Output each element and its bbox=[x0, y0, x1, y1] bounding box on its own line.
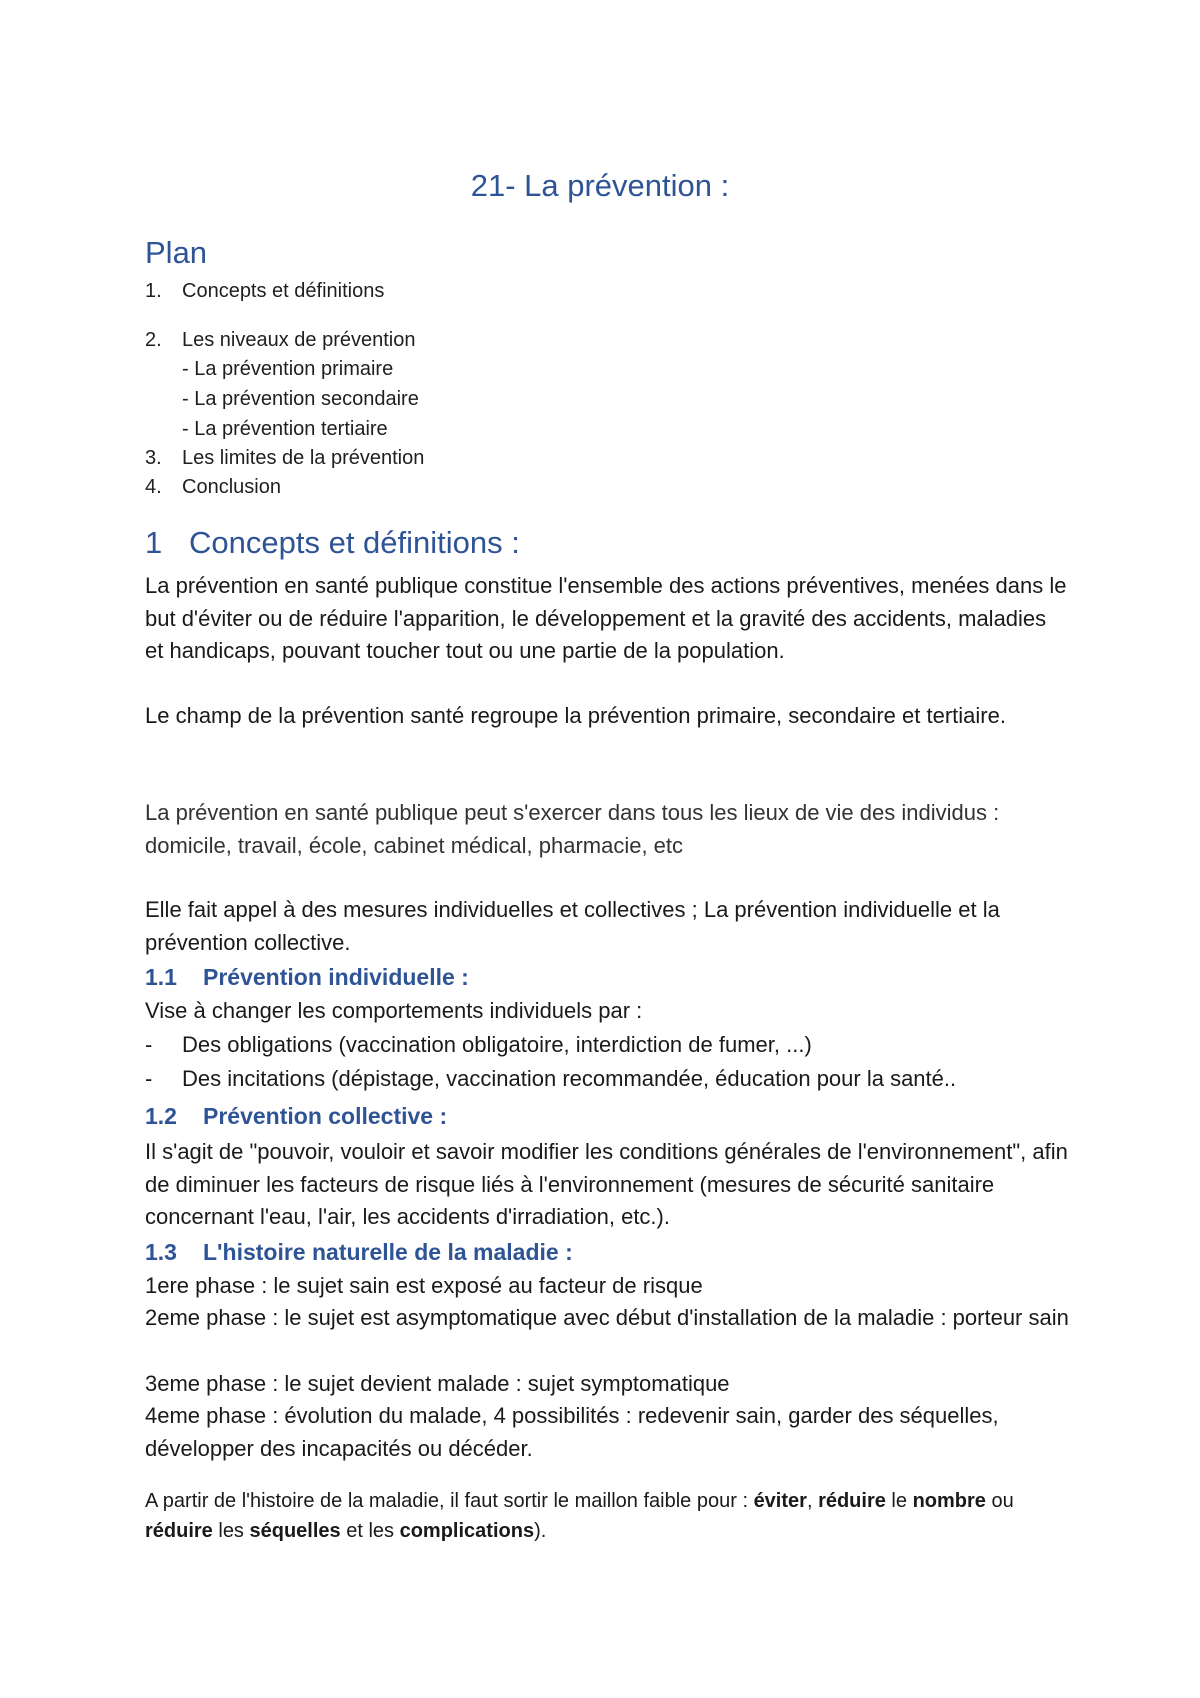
text-run: ). bbox=[534, 1520, 547, 1542]
text-run: , bbox=[806, 1490, 819, 1512]
subsection-heading bbox=[145, 1239, 573, 1266]
plan-item-label: Les niveaux de prévention bbox=[182, 329, 416, 351]
bold-text: séquelles bbox=[249, 1520, 341, 1542]
plan-heading: Plan bbox=[145, 235, 208, 270]
plan-item bbox=[145, 447, 424, 470]
paragraph: La prévention en santé publique constitue l'ensemble des actions préventives, menées dans le but d'éviter ou de réduire l'apparition, le développement et la gravité des accidents, maladies et handicaps, pouvant toucher tout ou une partie de la population. bbox=[145, 573, 1067, 663]
bold-text: éviter bbox=[753, 1490, 807, 1512]
phase-line: 1ere phase : le sujet sain est exposé au facteur de risque bbox=[145, 1273, 703, 1298]
plan-subitem: - La prévention primaire bbox=[182, 358, 394, 380]
plan-item bbox=[145, 476, 281, 499]
bullet-text: Des incitations (dépistage, vaccination recommandée, éducation pour la santé.. bbox=[182, 1066, 957, 1091]
subsection-number: 1.3 bbox=[145, 1239, 177, 1265]
plan-item-number: 3. bbox=[145, 447, 162, 469]
bold-text: nombre bbox=[912, 1490, 986, 1512]
text-run: A partir de l'histoire de la maladie, il faut sortir le maillon faible pour : bbox=[145, 1490, 754, 1512]
plan-item-number: 4. bbox=[145, 476, 162, 498]
bold-text: réduire bbox=[145, 1520, 213, 1542]
paragraph: Le champ de la prévention santé regroupe la prévention primaire, secondaire et tertiaire. bbox=[145, 703, 1006, 728]
section-title: Concepts et définitions : bbox=[189, 525, 520, 560]
text-run: le bbox=[885, 1490, 913, 1512]
plan-item-label: Conclusion bbox=[182, 476, 281, 498]
paragraph: Il s'agit de "pouvoir, vouloir et savoir modifier les conditions générales de l'environnement", afin de diminuer les facteurs de risque liés à l'environnement (mesures de sécurité sanitaire concernant l'eau, l'air, les accidents d'irradiation, etc.). bbox=[145, 1139, 1068, 1229]
section-heading bbox=[145, 525, 520, 561]
plan-item bbox=[145, 329, 416, 352]
plan-item-label: Les limites de la prévention bbox=[182, 447, 425, 469]
plan-subitem: - La prévention tertiaire bbox=[182, 418, 388, 440]
document-title: 21- La prévention : bbox=[470, 168, 730, 203]
bold-text: réduire bbox=[818, 1490, 886, 1512]
subsection-number: 1.1 bbox=[145, 964, 177, 990]
subsection-heading bbox=[145, 1103, 447, 1130]
subsection-heading bbox=[145, 964, 469, 991]
conclusion-paragraph bbox=[145, 1486, 1070, 1546]
subsection-title: Prévention individuelle : bbox=[203, 964, 469, 990]
phase-line: 4eme phase : évolution du malade, 4 possibilités : redevenir sain, garder des séquelles, développer des incapacités ou décéder. bbox=[145, 1403, 999, 1461]
text-run: et les bbox=[340, 1520, 400, 1542]
subsection-title: Prévention collective : bbox=[203, 1103, 448, 1129]
bold-text: complications bbox=[399, 1520, 535, 1542]
text-run: ou bbox=[985, 1490, 1014, 1512]
plan-item-number: 2. bbox=[145, 329, 162, 351]
bullet-item: - Des incitations (dépistage, vaccination recommandée, éducation pour la santé.. bbox=[145, 1066, 957, 1091]
bullet-text: Des obligations (vaccination obligatoire, interdiction de fumer, ...) bbox=[182, 1032, 812, 1057]
text-run: les bbox=[212, 1520, 250, 1542]
section-number: 1 bbox=[145, 525, 163, 560]
phase-line: 2eme phase : le sujet est asymptomatique avec début d'installation de la maladie : porteur sain bbox=[145, 1305, 1069, 1330]
bullet-item: - Des obligations (vaccination obligatoire, interdiction de fumer, ...) bbox=[145, 1032, 812, 1057]
plan-item bbox=[145, 280, 384, 303]
plan-subitem: - La prévention secondaire bbox=[182, 388, 419, 410]
phase-line: 3eme phase : le sujet devient malade : sujet symptomatique bbox=[145, 1371, 730, 1396]
subsection-number: 1.2 bbox=[145, 1103, 177, 1129]
paragraph: Elle fait appel à des mesures individuelles et collectives ; La prévention individuelle et la prévention collective. bbox=[145, 897, 1000, 955]
subsection-title: L'histoire naturelle de la maladie : bbox=[203, 1239, 573, 1265]
subsection-intro: Vise à changer les comportements individuels par : bbox=[145, 998, 643, 1023]
plan-item-label: Concepts et définitions bbox=[182, 280, 385, 302]
plan-item-number: 1. bbox=[145, 280, 162, 302]
paragraph: La prévention en santé publique peut s'exercer dans tous les lieux de vie des individus : domicile, travail, école, cabinet médical, pharmacie, etc bbox=[145, 800, 1000, 858]
